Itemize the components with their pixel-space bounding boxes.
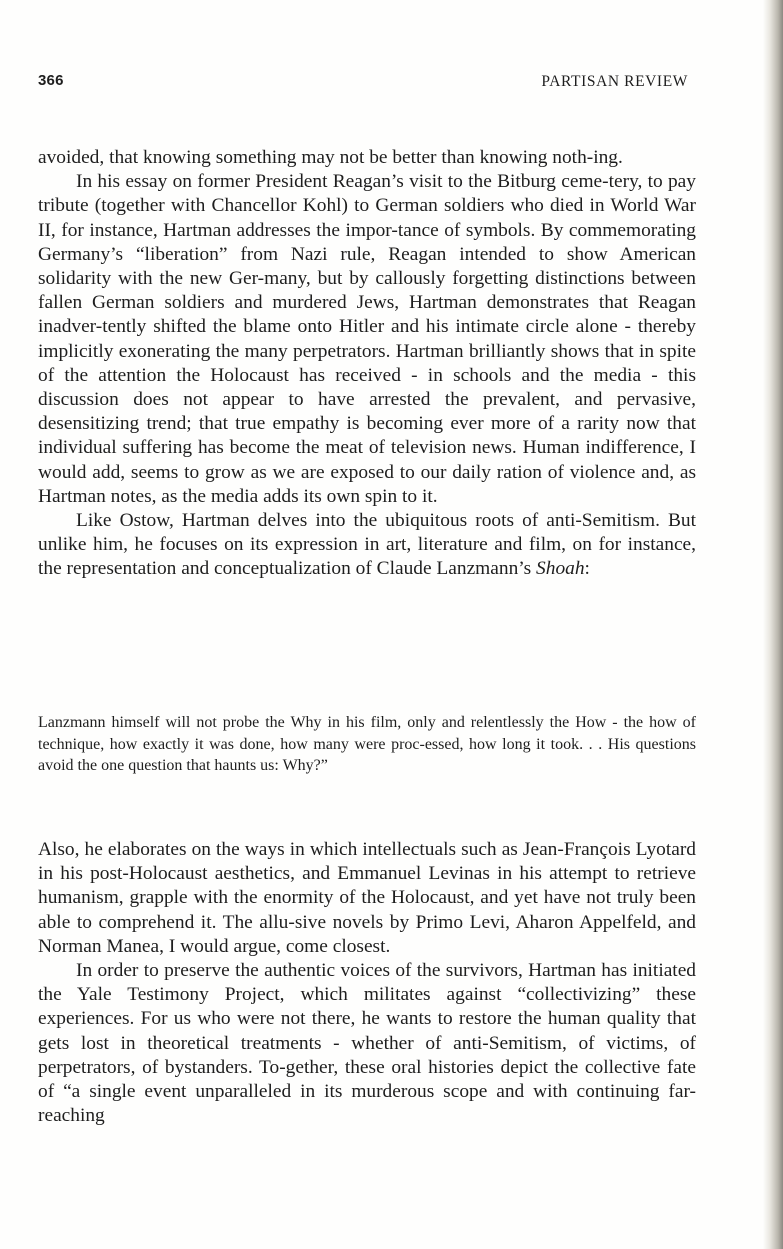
page-edge-shadow xyxy=(763,0,783,1249)
paragraph-intellectuals: Also, he elaborates on the ways in which intellectuals such as Jean-François Lyotard in his post-Holocaust aesthetics, and Emmanuel Levinas in his attempt to retrieve humanism, grapple with the enormity of the Holocaust, and yet have not truly been able to comprehend it. The allu-sive novels by Primo Levi, Aharon Appelfeld, and Norman Manea, I would argue, come closest. xyxy=(38,839,696,957)
running-head xyxy=(38,72,688,94)
paragraph-ostow xyxy=(38,509,696,582)
paragraph-ostow-text: Like Ostow, Hartman delves into the ubiquitous roots of anti-Semitism. But unlike him, he focuses on its expression in art, literature and film, on for instance, the representation and conceptualization of Claude Lanzmann’s xyxy=(38,510,696,580)
paragraph-bitburg: In his essay on former President Reagan’s visit to the Bitburg ceme-tery, to pay tribute (together with Chancellor Kohl) to German soldiers who died in World War II, for instance, Hartman addresses the impor-tance of symbols. By commemorating Germany’s “liberation” from Nazi rule, Reagan intended to show American solidarity with the new Ger-many, but by callously forgetting distinctions between fallen German soldiers and murdered Jews, Hartman demonstrates that Reagan inadver-tently shifted the blame onto Hitler and his intimate circle alone - thereby implicitly exonerating the many perpetrators. Hartman brilliantly shows that in spite of the attention the Holocaust has received - in schools and the media - this discussion does not appear to have arrested the prevalent, and pervasive, desensitizing trend; that true empathy is becoming ever more of a rarity now that individual suffering has become the meat of television news. Human indifference, I would add, seems to grow as we are exposed to our daily ration of violence and, as Hartman notes, as the media adds its own spin to it. xyxy=(38,171,696,507)
paragraph-continuation: avoided, that knowing something may not be better than knowing noth-ing. xyxy=(38,147,623,168)
journal-title: PARTISAN REVIEW xyxy=(541,73,688,90)
film-title-shoah: Shoah xyxy=(536,558,585,580)
text-before-quote xyxy=(38,146,696,582)
paragraph-yale-project: In order to preserve the authentic voices of the survivors, Hartman has initiated the Yale Testimony Project, which militates against “collectivizing” these experiences. For us who were not there, he wants to restore the human quality that gets lost in theoretical treatments - whether of anti-Semitism, of victims, of perpetrators, of bystanders. To-gether, these oral histories depict the collective fate of “a single event unparalleled in its murderous scope and with continuing far-reaching xyxy=(38,960,696,1127)
page-number: 366 xyxy=(38,72,64,89)
paragraph-ostow-end: : xyxy=(584,558,590,580)
block-quote-lanzmann: Lanzmann himself will not probe the Why in his film, only and relentlessly the How - the how of technique, how exactly it was done, how many were proc-essed, how long it took. . . His questions avoid the one question that haunts us: Why?” xyxy=(38,714,696,775)
text-after-quote xyxy=(38,838,696,1128)
